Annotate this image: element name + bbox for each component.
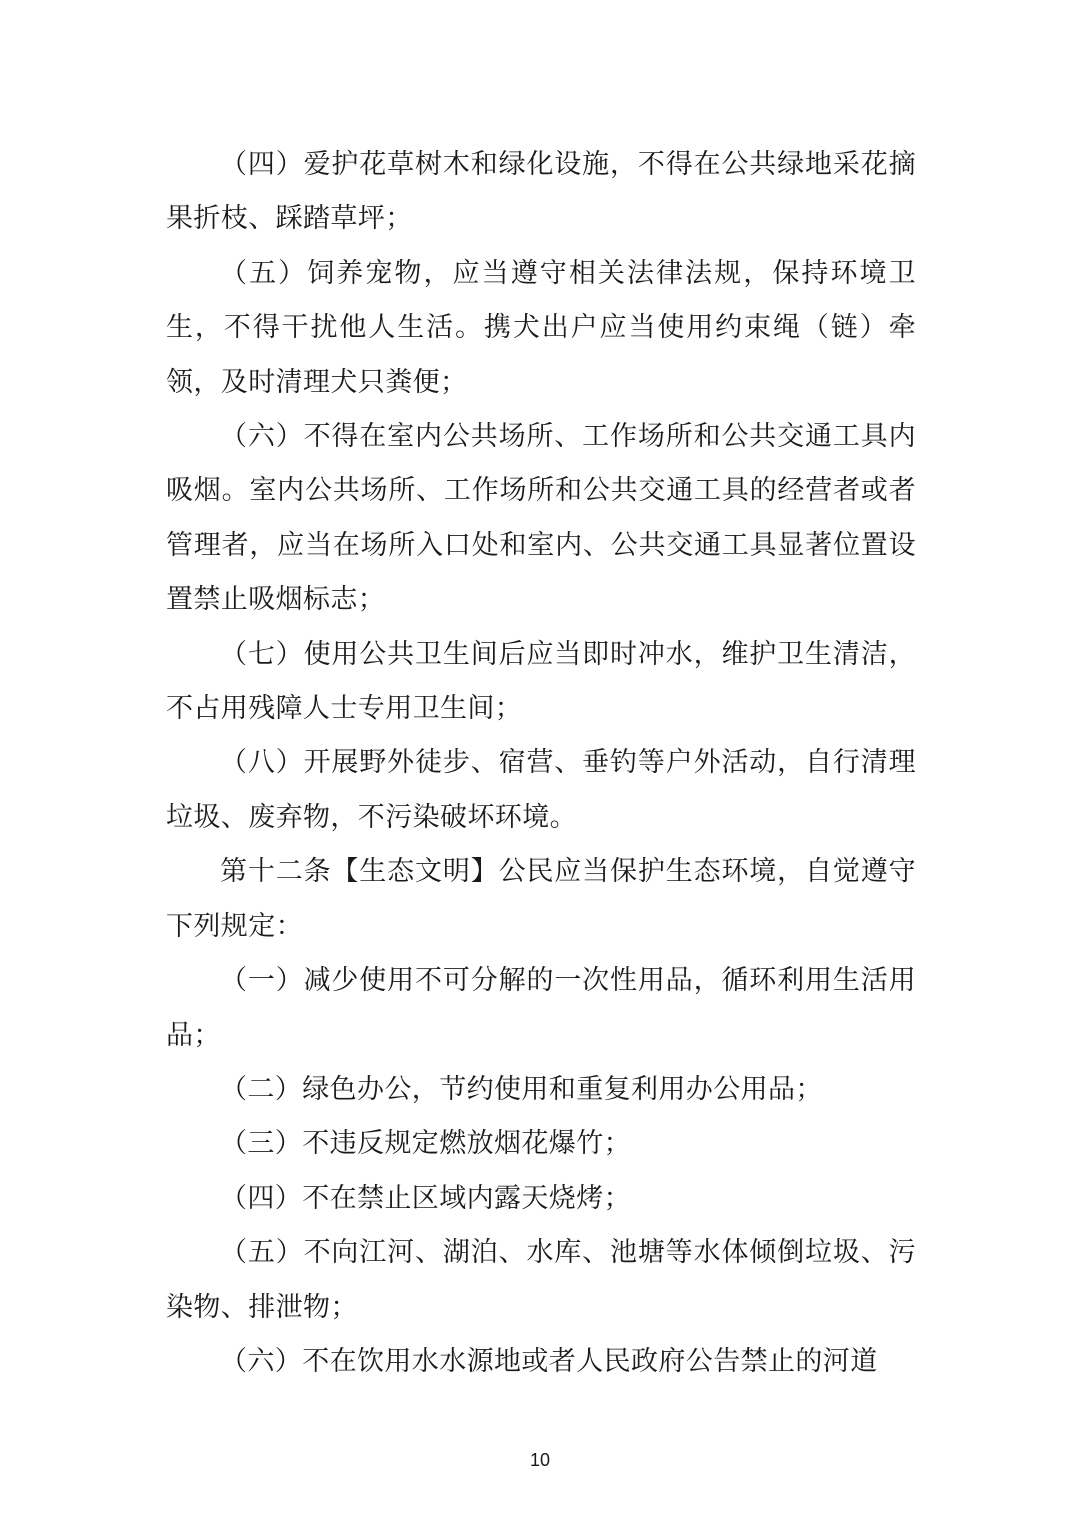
paragraph-item-3-fireworks: （三）不违反规定燃放烟花爆竹； [220,1128,631,1160]
paragraph-item-2-green-office: （二）绿色办公，节约使用和重复利用办公用品； [220,1073,823,1105]
paragraph-item-1-disposables: （一）减少使用不可分解的一次性用品，循环利用生活用品； [166,965,916,1051]
body-text [166,138,916,1389]
page-number: 10 [529,1450,551,1470]
paragraph-item-8-outdoor: （八）开展野外徒步、宿营、垂钓等户外活动，自行清理垃圾、废弃物，不污染破坏环境。 [166,747,916,833]
paragraph-item-4-barbecue: （四）不在禁止区域内露天烧烤； [220,1182,631,1214]
paragraph-item-5-water-bodies: （五）不向江河、湖泊、水库、池塘等水体倾倒垃圾、污染物、排泄物； [166,1237,916,1323]
paragraph-item-7-restroom: （七）使用公共卫生间后应当即时冲水，维护卫生清洁，不占用残障人士专用卫生间； [166,638,916,725]
paragraph-item-5-pets: （五）饲养宠物，应当遵守相关法律法规，保持环境卫生，不得干扰他人生活。携犬出户应当使用约束绳（链）牵领，及时清理犬只粪便； [166,257,916,398]
paragraph-item-4-flowers: （四）爱护花草树木和绿化设施，不得在公共绿地采花摘果折枝、踩踏草坪； [166,149,916,235]
paragraph-item-6-drinking-water: （六）不在饮用水水源地或者人民政府公告禁止的河道 [220,1345,878,1377]
paragraph-item-6-smoking: （六）不得在室内公共场所、工作场所和公共交通工具内吸烟。室内公共场所、工作场所和公共交通工具的经营者或者管理者，应当在场所入口处和室内、公共交通工具显著位置设置禁止吸烟标志； [166,421,916,616]
paragraph-article-12: 第十二条【生态文明】公民应当保护生态环境，自觉遵守下列规定： [166,856,916,942]
